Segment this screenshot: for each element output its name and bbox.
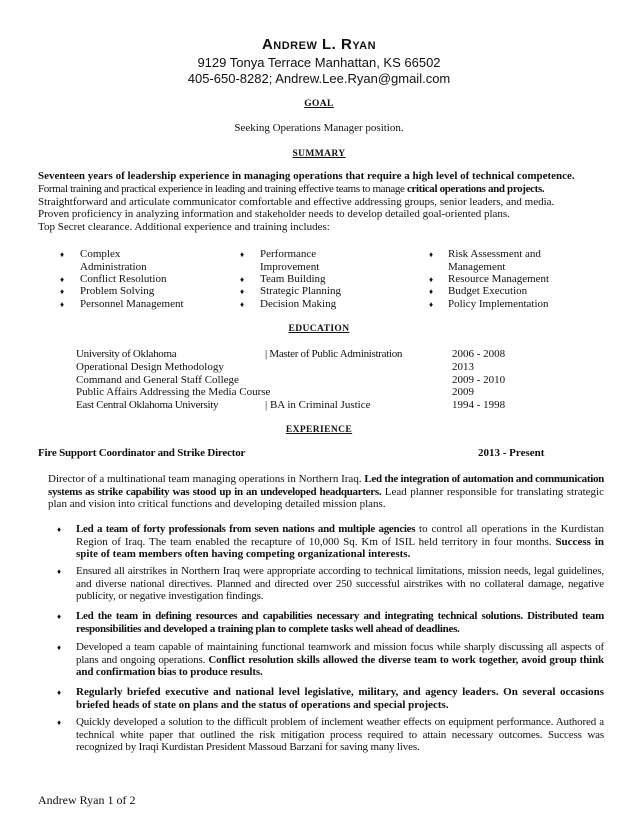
edu-years: 2009 bbox=[452, 386, 474, 398]
edu-school: Operational Design Methodology bbox=[76, 361, 224, 373]
edu-school: Public Affairs Addressing the Media Course bbox=[76, 386, 271, 398]
edu-years: 1994 - 1998 bbox=[452, 399, 506, 411]
bullet-icon: ♦ bbox=[240, 287, 245, 296]
summary-heading: SUMMARY bbox=[292, 149, 346, 159]
skill-item: Risk Assessment and Management bbox=[448, 248, 541, 273]
summary-line-3: Straightforward and articulate communicator comfortable and effective addressing groups, senior leaders, and media. bbox=[38, 196, 555, 208]
skill-item: Conflict Resolution bbox=[80, 273, 167, 285]
edu-years: 2006 - 2008 bbox=[452, 348, 506, 360]
job-title: Fire Support Coordinator and Strike Director bbox=[38, 447, 246, 459]
bullet-icon: ♦ bbox=[60, 250, 65, 259]
summary-line-1: Seventeen years of leadership experience in managing operations that require a high level of technical competence. bbox=[38, 170, 575, 182]
achievement-item: Ensured all airstrikes in Northern Iraq were appropriate according to technical limitations, mission needs, legal guidelines, and diverse national directives. Planned and directed over 250 successful airstrikes with no collateral damage, negative publicity, or negative investigation findings. bbox=[76, 565, 604, 602]
bullet-icon: ♦ bbox=[57, 567, 62, 576]
bullet-icon: ♦ bbox=[60, 275, 65, 284]
edu-years: 2009 - 2010 bbox=[452, 374, 506, 386]
achievement-item: Quickly developed a solution to the difficult problem of inclement weather effects on equipment performance. Authored a technical white paper that outlined the risk mitigation process required to attain necessary outcomes. Success was recognized by Iraqi Kurdistan President Massoud Barzani for saving many lives. bbox=[76, 716, 604, 753]
skill-item: Budget Execution bbox=[448, 285, 528, 297]
address: 9129 Tonya Terrace Manhattan, KS 66502 bbox=[197, 55, 441, 70]
candidate-name: Andrew L. Ryan bbox=[261, 36, 377, 53]
bullet-icon: ♦ bbox=[57, 525, 62, 534]
skill-item: Performance Improvement bbox=[260, 248, 320, 273]
bullet-icon: ♦ bbox=[429, 250, 434, 259]
summary-line-4: Proven proficiency in analyzing information and stakeholder needs to develop detailed goal-oriented plans. bbox=[38, 208, 510, 220]
skill-item: Personnel Management bbox=[80, 298, 184, 310]
skill-item: Strategic Planning bbox=[260, 285, 341, 297]
summary-line-2: Formal training and practical experience in leading and training effective teams to manage critical operations and projects. bbox=[38, 183, 545, 195]
achievement-item: Led a team of forty professionals from seven nations and multiple agencies to control all operations in the Kurdistan Region of Iraq. The team enabled the recapture of 10,000 Sq. Km of ISIL held territory in four months. Success in spite of team members often having competing organizational interests. bbox=[76, 523, 605, 560]
edu-school: East Central Oklahoma University bbox=[76, 399, 219, 411]
bullet-icon: ♦ bbox=[240, 250, 245, 259]
skill-item: Decision Making bbox=[260, 298, 337, 310]
skill-item: Team Building bbox=[260, 273, 326, 285]
page-footer: Andrew Ryan 1 of 2 bbox=[38, 793, 136, 807]
goal-text: Seeking Operations Manager position. bbox=[234, 122, 404, 134]
achievement-item: Regularly briefed executive and national level legislative, military, and agency leaders. On several occasions briefed heads of state on plans and the status of operations and special projects. bbox=[76, 686, 604, 711]
edu-years: 2013 bbox=[452, 361, 474, 373]
edu-school: Command and General Staff College bbox=[76, 374, 239, 386]
bullet-icon: ♦ bbox=[60, 287, 65, 296]
bullet-icon: ♦ bbox=[429, 275, 434, 284]
achievement-item: Developed a team capable of maintaining functional teamwork and mission focus while sharply discussing all aspects of plans and ongoing operations. Conflict resolution skills allowed the diverse team to work together, avoid group think and confirmation bias to produce results. bbox=[76, 641, 605, 678]
bullet-icon: ♦ bbox=[57, 643, 62, 652]
summary-line-5: Top Secret clearance. Additional experience and training includes: bbox=[38, 221, 330, 233]
edu-degree: | BA in Criminal Justice bbox=[265, 399, 371, 411]
bullet-icon: ♦ bbox=[57, 612, 62, 621]
edu-school: University of Oklahoma bbox=[76, 348, 177, 360]
bullet-icon: ♦ bbox=[240, 275, 245, 284]
phone-email: 405-650-8282; Andrew.Lee.Ryan@gmail.com bbox=[187, 71, 451, 86]
skill-item: Policy Implementation bbox=[448, 298, 549, 310]
achievement-item: Led the team in defining resources and capabilities necessary and integrating technical solutions. Distributed team responsibilities and developed a training plan to complete tasks well ahead of deadlines. bbox=[76, 610, 604, 635]
bullet-icon: ♦ bbox=[429, 300, 434, 309]
skill-item: Resource Management bbox=[448, 273, 550, 285]
experience-heading: EXPERIENCE bbox=[285, 425, 353, 435]
edu-degree: | Master of Public Administration bbox=[265, 348, 403, 360]
bullet-icon: ♦ bbox=[429, 287, 434, 296]
job-description: Director of a multinational team managing operations in Northern Iraq. Led the integration of automation and communication systems as strike capability was stood up in an undeveloped headquarters. Lead planner responsible for translating strategic plan and vision into critical functions and developing detailed mission plans. bbox=[48, 473, 604, 510]
goal-heading: GOAL bbox=[304, 99, 334, 109]
bullet-icon: ♦ bbox=[240, 300, 245, 309]
bullet-icon: ♦ bbox=[60, 300, 65, 309]
skill-item: Problem Solving bbox=[80, 285, 155, 297]
education-heading: EDUCATION bbox=[288, 324, 350, 334]
skill-item: Complex Administration bbox=[80, 248, 147, 273]
bullet-icon: ♦ bbox=[57, 718, 62, 727]
bullet-icon: ♦ bbox=[57, 688, 62, 697]
job-dates: 2013 - Present bbox=[478, 447, 545, 459]
